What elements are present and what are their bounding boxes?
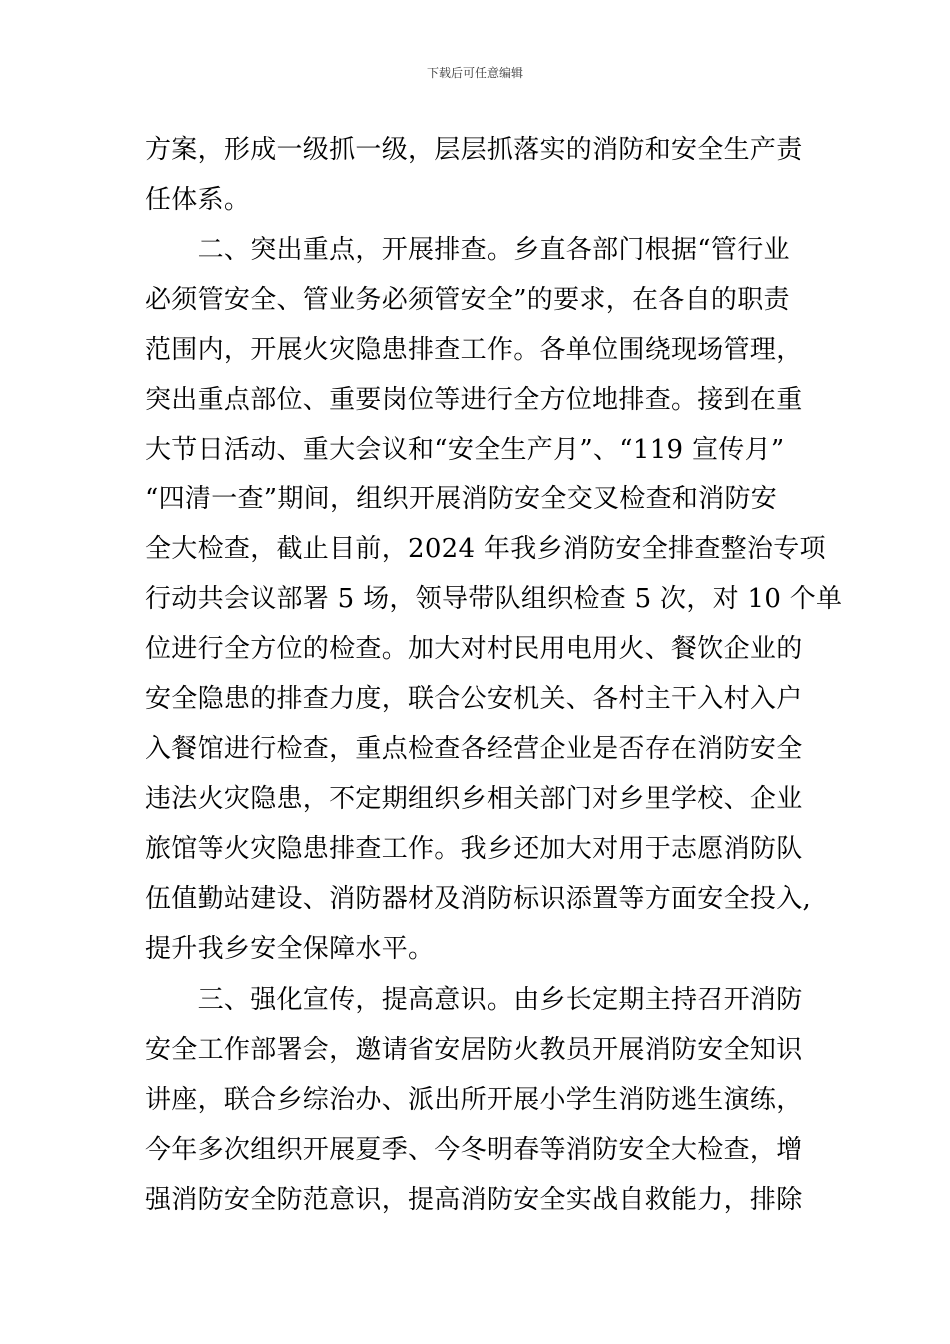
text-line: 三、强化宣传，提高意识。由乡长定期主持召开消防 bbox=[145, 985, 803, 1015]
text-line: 违法火灾隐患，不定期组织乡相关部门对乡里学校、企业 bbox=[145, 784, 803, 814]
text-line: 必须管安全、管业务必须管安全”的要求，在各自的职责 bbox=[145, 285, 790, 315]
text-line: 旅馆等火灾隐患排查工作。我乡还加大对用于志愿消防队 bbox=[145, 834, 803, 864]
text-line: 今年多次组织开展夏季、今冬明春等消防安全大检查，增 bbox=[145, 1135, 803, 1165]
text-line: 行动共会议部署 5 场，领导带队组织检查 5 次，对 10 个单 bbox=[145, 584, 843, 614]
text-line: 大节日活动、重大会议和“安全生产月”、“119 宣传月” bbox=[145, 435, 785, 465]
text-line: 任体系。 bbox=[145, 185, 251, 215]
text-line: 安全工作部署会，邀请省安居防火教员开展消防安全知识 bbox=[145, 1035, 803, 1065]
page-header: 下载后可任意编辑 bbox=[426, 66, 523, 80]
text-line: 方案，形成一级抓一级，层层抓落实的消防和安全生产责 bbox=[145, 135, 803, 165]
text-line: 安全隐患的排查力度，联合公安机关、各村主干入村入户 bbox=[145, 684, 803, 714]
text-line: 突出重点部位、重要岗位等进行全方位地排查。接到在重 bbox=[145, 385, 803, 415]
text-line: 提升我乡安全保障水平。 bbox=[145, 934, 435, 964]
text-line: 位进行全方位的检查。加大对村民用电用火、餐饮企业的 bbox=[145, 634, 803, 664]
text-line: 入餐馆进行检查，重点检查各经营企业是否存在消防安全 bbox=[145, 734, 803, 764]
text-line: “四清一查”期间，组织开展消防安全交叉检查和消防安 bbox=[145, 484, 778, 514]
text-line: 讲座，联合乡综治办、派出所开展小学生消防逃生演练， bbox=[145, 1085, 803, 1115]
text-line: 全大检查，截止目前，2024 年我乡消防安全排查整治专项 bbox=[145, 534, 826, 564]
text-line: 范围内，开展火灾隐患排查工作。各单位围绕现场管理， bbox=[145, 335, 803, 365]
text-line: 伍值勤站建设、消防器材及消防标识添置等方面安全投入, bbox=[145, 884, 812, 914]
text-line: 强消防安全防范意识，提高消防安全实战自救能力，排除 bbox=[145, 1185, 803, 1215]
text-line: 二、突出重点，开展排查。乡直各部门根据“管行业 bbox=[145, 235, 790, 265]
